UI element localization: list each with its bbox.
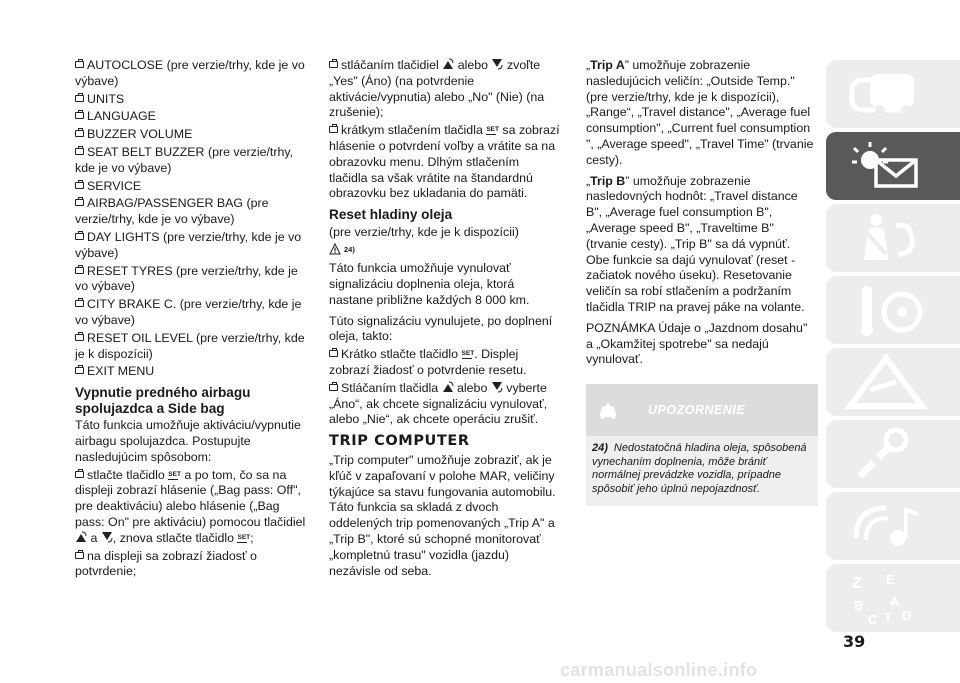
step-item: krátkym stlačením tlačidla SET sa zobrazí hlásenie o potvrdení voľby a vrátite sa na obrazovku menu. Dlhým stlačením tlačidla sa však vrátite na štandardnú obrazovku bez ukladania do pamäti. <box>329 123 560 201</box>
up-arrow-button-icon <box>442 58 454 70</box>
bullet-icon <box>329 126 338 133</box>
down-arrow-button-icon <box>491 381 503 393</box>
warning-reference: 24) <box>329 242 561 259</box>
bullet-icon <box>75 112 84 119</box>
step-item: stláčaním tlačidiel alebo zvoľte „Yes" (Áno) (na potvrdenie aktivácie/vypnutia) alebo „No" (Nie) (na zrušenie); <box>329 58 545 120</box>
index-letter: D <box>902 608 912 623</box>
set-button-icon: SET <box>168 472 181 482</box>
warning-text: 24) Nedostatočná hladina oleja, spôsobená vynechaním doplnenia, môže brániť normálnej prevádzke vozidla, prípadne spôsobiť jeho úplnú nepojazdnosť. <box>586 436 818 506</box>
bullet-icon <box>75 367 84 374</box>
step-item: Krátko stlačte tlačidlo SET . Displej zobrazí žiadosť o potvrdenie resetu. <box>329 347 527 378</box>
chapter-tabs <box>826 60 960 636</box>
bullet-icon <box>75 95 84 102</box>
menu-item: SEAT BELT BUZZER (pre verzie/trhy, kde je vo výbave) <box>75 144 294 175</box>
menu-item: AUTOCLOSE (pre verzie/trhy, kde je vo výbave) <box>75 58 305 88</box>
set-button-icon: SET <box>237 535 250 545</box>
section-heading-trip-computer: TRIP COMPUTER <box>329 433 470 450</box>
warning-box <box>586 384 818 506</box>
tab-index[interactable] <box>826 564 960 632</box>
menu-item: SERVICE <box>75 179 307 195</box>
warning-light-mail-icon <box>840 138 940 194</box>
tab-dashboard[interactable] <box>826 60 960 128</box>
bullet-icon <box>75 300 84 307</box>
menu-item: RESET OIL LEVEL (pre verzie/trhy, kde je k dispozícii) <box>75 330 305 361</box>
paragraph: Táto funkcia umožňuje aktiváciu/vypnutie airbagu spolujazdca. Postupujte nasledujúcim spôsobom: <box>75 418 301 464</box>
down-arrow-button-icon <box>101 531 113 543</box>
step-item: stlačte tlačidlo SET a po tom, čo sa na displeji zobrazí hlásenie („Bag pass: Off", pre deaktiváciu) alebo hlásenie („Bag pass: On" pre aktiváciu) pomocou tlačidiel a , znova stlačte tlačidlo SET ; <box>75 467 306 545</box>
bullet-icon <box>75 182 84 189</box>
trip-b-paragraph: „Trip B” umožňuje zobrazenie nasledovných hodnôt: „Travel distance B", „Average fuel consumption B", „Average speed B", „Traveltime B" (trvanie cesty). „Trip B" sa dá vypnúť. Obe funkcie sa dajú vynulovať (reset - začiatok nového úseku). Resetovanie veličín sa robí stlačením a podržaním tlačidla TRIP na pravej páke na volante. <box>586 173 805 314</box>
tab-multimedia[interactable] <box>826 492 960 560</box>
warning-ref-icon <box>329 243 341 255</box>
index-letter: Z <box>852 575 862 592</box>
page-number: 39 <box>843 632 866 651</box>
index-letter: B <box>854 598 864 613</box>
menu-item: DAY LIGHTS (pre verzie/trhy, kde je vo výbave) <box>75 229 302 260</box>
menu-item: CITY BRAKE C. (pre verzie/trhy, kde je vo výbave) <box>75 297 302 327</box>
bullet-icon <box>75 552 84 559</box>
set-button-icon: SET <box>462 351 475 361</box>
tab-warning-lights[interactable] <box>826 132 960 200</box>
set-button-icon: SET <box>486 127 499 137</box>
note-paragraph: POZNÁMKA Údaje o „Jazdnom dosahu" a „Okamžitej spotrebe" sa nedajú vynulovať. <box>586 320 808 367</box>
seat-belt-airbag-icon <box>840 210 940 266</box>
tab-starting-driving[interactable] <box>826 276 960 344</box>
car-warning-icon <box>598 401 618 419</box>
multimedia-icon <box>840 498 940 554</box>
step-item: Stláčaním tlačidla alebo vyberte „Áno“, ak chcete signalizáciu vynulovať, alebo „Nie“, ak chcete operáciu zrušiť. <box>329 380 548 427</box>
car-dashboard-icon <box>840 66 940 122</box>
menu-item: EXIT MENU <box>75 364 307 380</box>
index-letter: T <box>884 610 892 625</box>
tab-safety[interactable] <box>826 204 960 272</box>
alphabetical-index-icon <box>840 570 940 626</box>
menu-item: UNITS <box>75 92 307 108</box>
key-steering-wheel-icon <box>840 282 940 338</box>
bullet-icon <box>329 350 338 357</box>
menu-item-list <box>75 58 307 380</box>
paragraph: Túto signalizáciu vynulujete, po doplnení oleja, takto: <box>329 313 553 344</box>
bullet-icon <box>75 61 84 68</box>
trip-b-label: Trip B <box>590 173 626 188</box>
column-3 <box>586 58 814 370</box>
wrench-service-icon <box>840 426 940 482</box>
index-letter: E <box>886 572 895 587</box>
index-letter: A <box>890 594 900 609</box>
availability-note: (pre verzie/trhy, kde je k dispozícii) <box>329 224 519 239</box>
bullet-icon <box>75 471 84 478</box>
section-heading-oil: Reset hladiny oleja <box>329 207 453 223</box>
step-item: na displeji sa zobrazí žiadosť o potvrdenie; <box>75 548 257 579</box>
menu-item: LANGUAGE <box>75 109 307 125</box>
bullet-icon <box>329 61 338 68</box>
up-arrow-button-icon <box>75 531 87 543</box>
menu-item: AIRBAG/PASSENGER BAG (pre verzie/trhy, kde je vo výbave) <box>75 196 269 227</box>
up-arrow-button-icon <box>442 381 454 393</box>
bullet-icon <box>75 334 84 341</box>
warning-title: UPOZORNENIE <box>648 403 746 417</box>
trip-a-paragraph: „Trip A” umožňuje zobrazenie nasledujúcich veličín: „Outside Temp." (pre verzie/trhy, kde je k dispozícii), „Range“, „Travel distance", „Average fuel consumption", „Current fuel consumption ", „Average speed", „Travel Time" (trvanie cesty). <box>586 58 814 167</box>
menu-item: BUZZER VOLUME <box>75 127 307 143</box>
down-arrow-button-icon <box>491 58 503 70</box>
trip-a-label: Trip A <box>590 58 625 72</box>
tab-emergency[interactable] <box>826 348 960 416</box>
warning-header <box>586 384 818 436</box>
bullet-icon <box>75 233 84 240</box>
bullet-icon <box>75 267 84 274</box>
tab-maintenance[interactable] <box>826 420 960 488</box>
paragraph: Táto funkcia umožňuje vynulovať signalizáciu doplnenia oleja, ktorá nastane približne každých 8 000 km. <box>329 261 530 307</box>
index-letter: C <box>868 612 878 626</box>
section-heading-airbag: Vypnutie predného airbagu spolujazdca a Side bag <box>75 385 251 416</box>
bullet-icon <box>329 384 338 391</box>
column-2 <box>329 58 561 581</box>
menu-item: RESET TYRES (pre verzie/trhy, kde je vo výbave) <box>75 263 298 294</box>
warning-triangle-icon <box>840 354 940 410</box>
column-1 <box>75 58 307 582</box>
paragraph: „Trip computer" umožňuje zobraziť, ak je kľúč v zapaľovaní v polohe MAR, veličiny týkajúce sa stavu fungovania automobilu. Táto funkcia sa skladá z dvoch oddelených trip pomenovaných „Trip A" a „Trip B", ktoré sú schopné monitorovať „kompletnú trasu" vozidla (jazdu) nezávisle od seba. <box>329 453 556 578</box>
bullet-icon <box>75 199 84 206</box>
bullet-icon <box>75 148 84 155</box>
warning-number: 24) <box>592 442 608 454</box>
bullet-icon <box>75 130 84 137</box>
watermark: carmanualsonline.info <box>560 660 758 680</box>
